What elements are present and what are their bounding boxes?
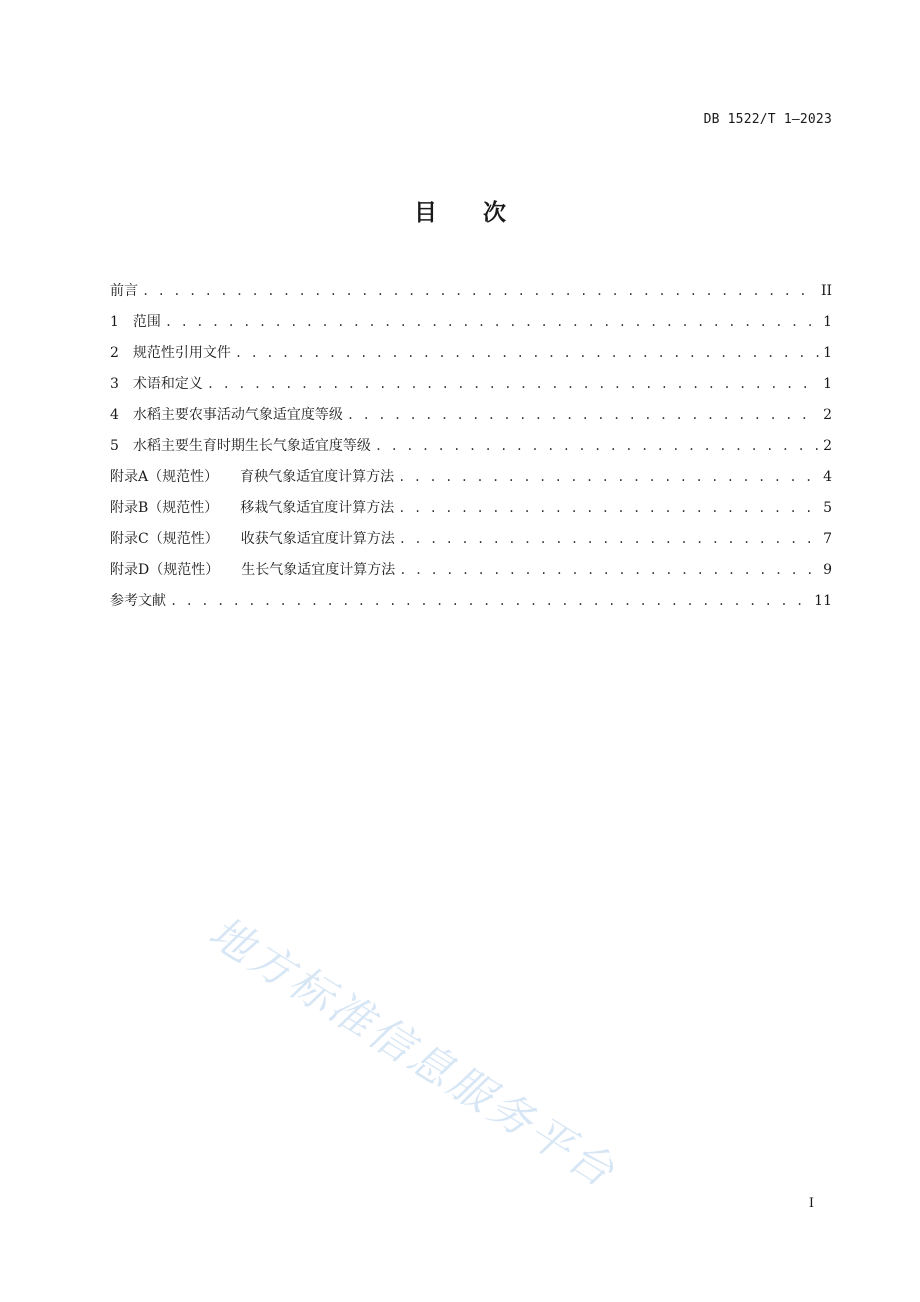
toc-entry-page: 11: [814, 593, 832, 609]
toc-entry-page: 1: [823, 376, 832, 392]
toc-dot-leader: [165, 311, 819, 334]
toc-dot-leader: [235, 342, 819, 365]
toc-entry-label: 水稻主要农事活动气象适宜度等级: [132, 407, 343, 423]
toc-entry[interactable]: [110, 373, 832, 404]
toc-entry-label: 移栽气象适宜度计算方法: [240, 500, 395, 516]
toc-entry-page: 2: [823, 407, 832, 423]
toc-entry-number: 5: [110, 438, 119, 454]
toc-entry-number: 4: [110, 407, 119, 423]
toc-entry[interactable]: [110, 559, 832, 590]
toc-dot-leader: [398, 497, 819, 520]
toc-entry-number: 附录B（规范性）: [110, 500, 219, 516]
document-code: DB 1522/T 1—2023: [703, 112, 832, 127]
toc-entry-page: 1: [823, 345, 832, 361]
toc-entry[interactable]: [110, 435, 832, 466]
toc-entry-page: II: [820, 283, 832, 299]
watermark: 地方标准信息服务平台: [199, 907, 625, 1199]
toc-entry-label: 水稻主要生育时期生长气象适宜度等级: [132, 438, 371, 454]
toc-dot-leader: [207, 373, 819, 396]
toc-dot-leader: [142, 280, 817, 303]
page-title: 目 次: [414, 200, 506, 226]
toc-entry-label: 规范性引用文件: [132, 345, 231, 361]
page-number: I: [808, 1196, 814, 1211]
toc-entry-number: 1: [110, 314, 119, 330]
toc-dot-leader: [398, 466, 819, 489]
toc-dot-leader: [399, 559, 819, 582]
toc-dot-leader: [347, 404, 819, 427]
toc-entry-page: 7: [823, 531, 832, 547]
toc-entry-number: 附录A（规范性）: [110, 469, 219, 485]
table-of-contents: [110, 280, 832, 621]
toc-entry-label: 育秧气象适宜度计算方法: [240, 469, 395, 485]
toc-entry-page: 9: [823, 562, 832, 578]
toc-entry-label: 范围: [132, 314, 161, 330]
toc-entry-number: 附录C（规范性）: [110, 531, 219, 547]
toc-entry-page: 1: [823, 314, 832, 330]
toc-entry-label: 参考文献: [110, 593, 166, 609]
toc-entry[interactable]: [110, 466, 832, 497]
toc-entry-number: 2: [110, 345, 119, 361]
toc-entry-number: 附录D（规范性）: [110, 562, 220, 578]
toc-entry-number: 3: [110, 376, 119, 392]
toc-entry[interactable]: [110, 342, 832, 373]
toc-entry-page: 2: [823, 438, 832, 454]
toc-dot-leader: [399, 528, 819, 551]
toc-dot-leader: [170, 590, 810, 613]
toc-entry-page: 4: [823, 469, 832, 485]
toc-entry[interactable]: [110, 528, 832, 559]
toc-entry-label: 前言: [110, 283, 138, 299]
toc-entry[interactable]: [110, 311, 832, 342]
toc-entry[interactable]: [110, 497, 832, 528]
toc-entry-label: 术语和定义: [132, 376, 203, 392]
toc-entry-page: 5: [823, 500, 832, 516]
toc-entry[interactable]: [110, 280, 832, 311]
toc-entry[interactable]: [110, 404, 832, 435]
toc-entry-label: 生长气象适宜度计算方法: [241, 562, 396, 578]
toc-entry-label: 收获气象适宜度计算方法: [240, 531, 395, 547]
toc-dot-leader: [375, 435, 819, 458]
toc-entry[interactable]: [110, 590, 832, 621]
